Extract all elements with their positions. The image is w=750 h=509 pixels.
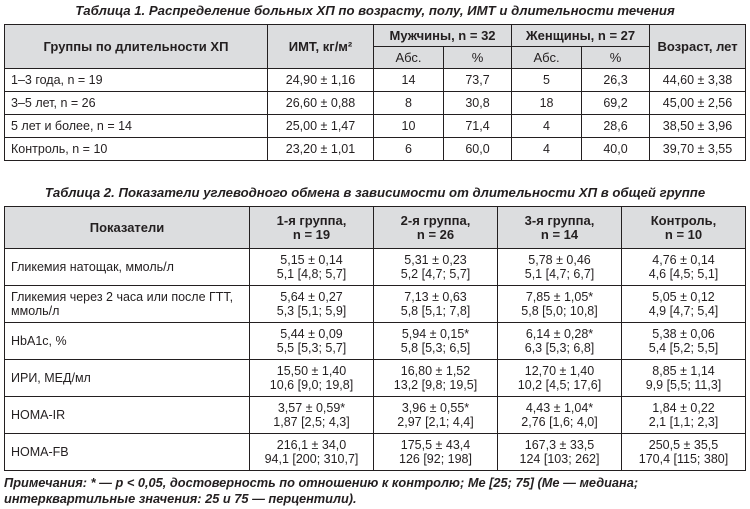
table1-header-group: Группы по длительности ХП [5, 25, 268, 69]
table2-row [5, 397, 746, 434]
age-cell: 38,50 ± 3,96 [650, 115, 746, 138]
group1-cell: 216,1 ± 34,0 94,1 [200; 310,7] [250, 434, 374, 471]
header-line: n = 26 [416, 226, 455, 242]
table2-row [5, 323, 746, 360]
age-cell: 45,00 ± 2,56 [650, 92, 746, 115]
men-pct-cell: 60,0 [444, 138, 512, 161]
table1-row [5, 115, 746, 138]
header-line: Контроль, [650, 212, 717, 228]
control-cell: 250,5 ± 35,5 170,4 [115; 380] [622, 434, 746, 471]
header-line: n = 14 [540, 226, 579, 242]
women-pct-cell: 26,3 [582, 69, 650, 92]
bmi-cell: 25,00 ± 1,47 [268, 115, 374, 138]
header-line: 2-я группа, [400, 212, 471, 228]
header-line: n = 10 [664, 226, 703, 242]
table1-caption: Таблица 1. Распределение больных ХП по возрасту, полу, ИМТ и длительности течения [75, 3, 675, 18]
group1-cell: 3,57 ± 0,59* 1,87 [2,5; 4,3] [250, 397, 374, 434]
men-abs-cell: 10 [374, 115, 444, 138]
header-line: 1-я группа, [276, 212, 347, 228]
group-cell: 3–5 лет, n = 26 [5, 92, 268, 115]
indicator-cell: HOMA-IR [5, 397, 250, 434]
table2-row [5, 249, 746, 286]
women-pct-cell: 69,2 [582, 92, 650, 115]
indicator-cell: Гликемия натощак, ммоль/л [5, 249, 250, 286]
women-pct-cell: 40,0 [582, 138, 650, 161]
table1-header-men: Мужчины, n = 32 [374, 25, 512, 47]
group3-cell: 7,85 ± 1,05* 5,8 [5,0; 10,8] [498, 286, 622, 323]
women-pct-cell: 28,6 [582, 115, 650, 138]
men-pct-cell: 73,7 [444, 69, 512, 92]
women-abs-cell: 4 [512, 115, 582, 138]
indicator-cell: HOMA-FB [5, 434, 250, 471]
table2-row [5, 360, 746, 397]
group-cell: 5 лет и более, n = 14 [5, 115, 268, 138]
group2-cell: 175,5 ± 43,4 126 [92; 198] [374, 434, 498, 471]
group2-cell: 16,80 ± 1,52 13,2 [9,8; 19,5] [374, 360, 498, 397]
control-cell: 4,76 ± 0,14 4,6 [4,5; 5,1] [622, 249, 746, 286]
women-abs-cell: 5 [512, 69, 582, 92]
men-abs-cell: 14 [374, 69, 444, 92]
table1-row [5, 138, 746, 161]
table2-caption: Таблица 2. Показатели углеводного обмена в зависимости от длительности ХП в общей группе [44, 185, 706, 200]
group-cell: Контроль, n = 10 [5, 138, 268, 161]
control-cell: 5,05 ± 0,12 4,9 [4,7; 5,4] [622, 286, 746, 323]
group3-cell: 4,43 ± 1,04* 2,76 [1,6; 4,0] [498, 397, 622, 434]
table2-row [5, 434, 746, 471]
men-pct-cell: 71,4 [444, 115, 512, 138]
header-line: n = 19 [292, 226, 331, 242]
bmi-cell: 24,90 ± 1,16 [268, 69, 374, 92]
women-abs-cell: 18 [512, 92, 582, 115]
men-pct-cell: 30,8 [444, 92, 512, 115]
group-cell: 1–3 года, n = 19 [5, 69, 268, 92]
table1-header-women-pct: % [582, 47, 650, 69]
age-cell: 44,60 ± 3,38 [650, 69, 746, 92]
group3-cell: 167,3 ± 33,5 124 [103; 262] [498, 434, 622, 471]
table1-header-women: Женщины, n = 27 [512, 25, 650, 47]
group1-cell: 5,15 ± 0,14 5,1 [4,8; 5,7] [250, 249, 374, 286]
group1-cell: 15,50 ± 1,40 10,6 [9,0; 19,8] [250, 360, 374, 397]
group3-cell: 5,78 ± 0,46 5,1 [4,7; 6,7] [498, 249, 622, 286]
table2-header-group1 [250, 207, 374, 249]
table1-header-men-pct: % [444, 47, 512, 69]
table2-header-group2 [374, 207, 498, 249]
group2-cell: 3,96 ± 0,55* 2,97 [2,1; 4,4] [374, 397, 498, 434]
control-cell: 1,84 ± 0,22 2,1 [1,1; 2,3] [622, 397, 746, 434]
header-line: 3-я группа, [524, 212, 595, 228]
men-abs-cell: 6 [374, 138, 444, 161]
men-abs-cell: 8 [374, 92, 444, 115]
group2-cell: 5,31 ± 0,23 5,2 [4,7; 5,7] [374, 249, 498, 286]
group3-cell: 12,70 ± 1,40 10,2 [4,5; 17,6] [498, 360, 622, 397]
table2-header-control [622, 207, 746, 249]
women-abs-cell: 4 [512, 138, 582, 161]
group2-cell: 7,13 ± 0,63 5,8 [5,1; 7,8] [374, 286, 498, 323]
table2-header-indicator: Показатели [5, 207, 250, 249]
table1-header-age: Возраст, лет [650, 25, 746, 69]
table1-header-bmi: ИМТ, кг/м² [268, 25, 374, 69]
table1-row [5, 69, 746, 92]
group1-cell: 5,44 ± 0,09 5,5 [5,3; 5,7] [250, 323, 374, 360]
group3-cell: 6,14 ± 0,28* 6,3 [5,3; 6,8] [498, 323, 622, 360]
control-cell: 8,85 ± 1,14 9,9 [5,5; 11,3] [622, 360, 746, 397]
table1-header-women-abs: Абс. [512, 47, 582, 69]
table-notes: Примечания: * — p < 0,05, достоверность по отношению к контролю; Me [25; 75] (Me — медиана; интерквартильные значения: 25 и 75 — перцентили). [4, 475, 639, 506]
table1 [4, 24, 746, 161]
table2-row [5, 286, 746, 323]
group2-cell: 5,94 ± 0,15* 5,8 [5,3; 6,5] [374, 323, 498, 360]
indicator-cell: HbA1c, % [5, 323, 250, 360]
table2-header-group3 [498, 207, 622, 249]
control-cell: 5,38 ± 0,06 5,4 [5,2; 5,5] [622, 323, 746, 360]
table1-header-men-abs: Абс. [374, 47, 444, 69]
table2 [4, 206, 746, 471]
table1-row [5, 92, 746, 115]
indicator-cell: ИРИ, МЕД/мл [5, 360, 250, 397]
group1-cell: 5,64 ± 0,27 5,3 [5,1; 5,9] [250, 286, 374, 323]
age-cell: 39,70 ± 3,55 [650, 138, 746, 161]
bmi-cell: 26,60 ± 0,88 [268, 92, 374, 115]
indicator-cell: Гликемия через 2 часа или после ГТТ, ммоль/л [5, 286, 250, 323]
bmi-cell: 23,20 ± 1,01 [268, 138, 374, 161]
